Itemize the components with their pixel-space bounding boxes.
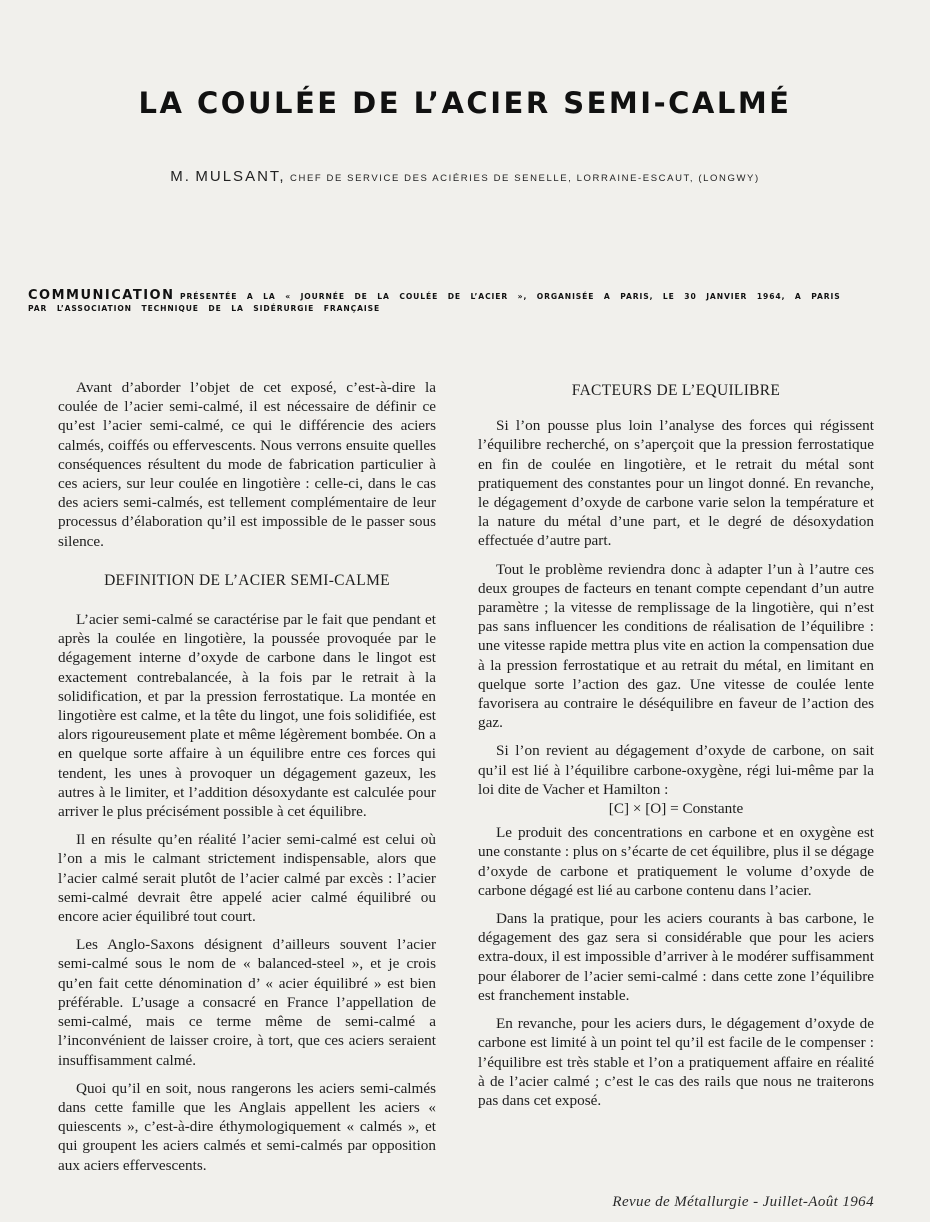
author-role: CHEF DE SERVICE DES ACIÉRIES DE SENELLE, LORRAINE-ESCAUT, (LONGWY) <box>290 173 760 184</box>
body-paragraph: Il en résulte qu’en réalité l’acier semi-calmé est celui où l’on a mis le calmant strictement indispensable, alors que l’acier calmé serait plutôt de l’acier calmé par excès : l’acier semi-calmé devrait être appelé acier calmé équilibré ou encore acier équilibré tout court. <box>58 831 436 926</box>
body-paragraph: En revanche, pour les aciers durs, le dégagement d’oxyde de carbone est limité à un point tel qu’il est facile de le compenser : l’équilibre est très stable et l’on a pratiquement affaire en réalité à de l’acier calmé ; c’est le cas des rails que nous ne traiterons pas dans cet exposé. <box>478 1015 874 1109</box>
body-paragraph: L’acier semi-calmé se caractérise par le fait que pendant et après la coulée en lingotière, la poussée provoquée par le dégagement interne d’oxyde de carbone dans le lingot est exactement contrebalancée, à la fois par le retrait à la solidification, et par la pression ferrostatique. La montée en lingotière est calme, et la tête du lingot, une fois solidifiée, est alors rigoureusement plate et même légèrement bombée. On a en quelque sorte affaire à un équilibre entre ces forces qui tendent, les unes à provoquer un dégagement gazeux, les autres à le limiter, et l’addition désoxydante est calculée pour arriver le plus précisément possible à cet équilibre. <box>58 611 436 821</box>
body-paragraph: Si l’on revient au dégagement d’oxyde de carbone, on sait qu’il est lié à l’équilibre carbone-oxygène, régi lui-même par la loi dite de Vacher et Hamilton : <box>478 742 874 798</box>
left-column <box>58 378 436 1175</box>
journal-footer: Revue de Métallurgie - Juillet-Août 1964 <box>612 1194 874 1210</box>
equilibrium-formula: [C] × [O] = Constante <box>608 800 744 818</box>
body-paragraph: Quoi qu’il en soit, nous rangerons les aciers semi-calmés dans cette famille que les Anglais appellent les aciers « quiescents », c’est-à-dire éthymologiquement « calmés », et qui groupent les aciers calmés et semi-calmés par opposition aux aciers effervescents. <box>58 1079 436 1174</box>
author-initial: M. <box>170 168 191 185</box>
communication-lead: COMMUNICATION <box>28 288 175 303</box>
body-paragraph: Les Anglo-Saxons désignent d’ailleurs souvent l’acier semi-calmé sous le nom de « balanced-steel », et je crois qu’en fait cette dénomination d’ « acier équilibré » est bien préférable. L’usage a consacré en France l’appellation de semi-calmé, mais ce terme même de semi-calmé a l’inconvénient de laisser croire, à tort, que ces aciers seraient insuffisamment calmé. <box>58 936 436 1069</box>
intro-paragraph: Avant d’aborder l’objet de cet exposé, c’est-à-dire la coulée de l’acier semi-calmé, il est nécessaire de définir ce qu’est l’acier semi-calmé, ce qui le différencie des aciers calmés, coiffés ou effervescents. Nous verrons ensuite quelles conséquences résultent du mode de fabrication particulier à ces aciers, sur leur coulée en lingotière : celle-ci, dans le cas des aciers semi-calmés, est tellement complémentaire de leur processus d’élaboration qu’il est impossible de le passer sous silence. <box>58 379 436 550</box>
author-line <box>0 168 930 186</box>
section-heading-definition: DEFINITION DE L’ACIER SEMI-CALME <box>104 571 390 589</box>
body-paragraph: Si l’on pousse plus loin l’analyse des forces qui régissent l’équilibre recherché, on s’aperçoit que la pression ferrostatique en fin de coulée en lingotière, et le retrait du métal sont pratiquement des constantes pour un lingot donné. En revanche, le dégagement d’oxyde de carbone varie selon la température et la nature du métal d’une part, et le degré de désoxydation effectuée d’autre part. <box>478 417 874 550</box>
communication-note <box>28 284 876 313</box>
body-paragraph: Dans la pratique, pour les aciers courants à bas carbone, le dégagement des gaz sera si considérable que pour les aciers extra-doux, il est impossible d’arriver à le modérer suffisamment pour élaborer de l’acier semi-calmé : dans cette zone l’équilibre est franchement instable. <box>478 910 874 1004</box>
right-column <box>478 378 874 1110</box>
body-paragraph: Le produit des concentrations en carbone et en oxygène est une constante : plus on s’écarte de cet équilibre, plus il se dégage d’oxyde de carbone et pratiquement le volume d’oxyde de carbone dégagé est lié au carbone contenu dans l’acier. <box>478 824 875 899</box>
section-heading-factors: FACTEURS DE L’EQUILIBRE <box>571 382 781 399</box>
communication-line-2: PAR L’ASSOCIATION TECHNIQUE DE LA SIDÉRURGIE FRANÇAISE <box>28 304 381 313</box>
author-name: MULSANT, <box>195 168 286 185</box>
communication-line-1: PRÉSENTÉE A LA « JOURNÉE DE LA COULÉE DE L’ACIER », ORGANISÉE A PARIS, LE 30 JANVIER 1964, A PARIS <box>180 292 841 301</box>
article-title: LA COULÉE DE L’ACIER SEMI-CALMÉ <box>138 86 792 120</box>
body-paragraph: Tout le problème reviendra donc à adapter l’un à l’autre ces deux groupes de facteurs en tenant compte cependant d’un autre paramètre ; la vitesse de remplissage de la lingotière, qui n’est pas sans influencer les conditions de réalisation de l’équilibre : une vitesse rapide mettra plus vite en action la compensation due à la pression ferrostatique et au retrait du métal, en limitant en quelque sorte l’action des gaz. Une vitesse de coulée lente favorisera au contraire le déséquilibre en faveur de l’action des gaz. <box>478 560 874 732</box>
